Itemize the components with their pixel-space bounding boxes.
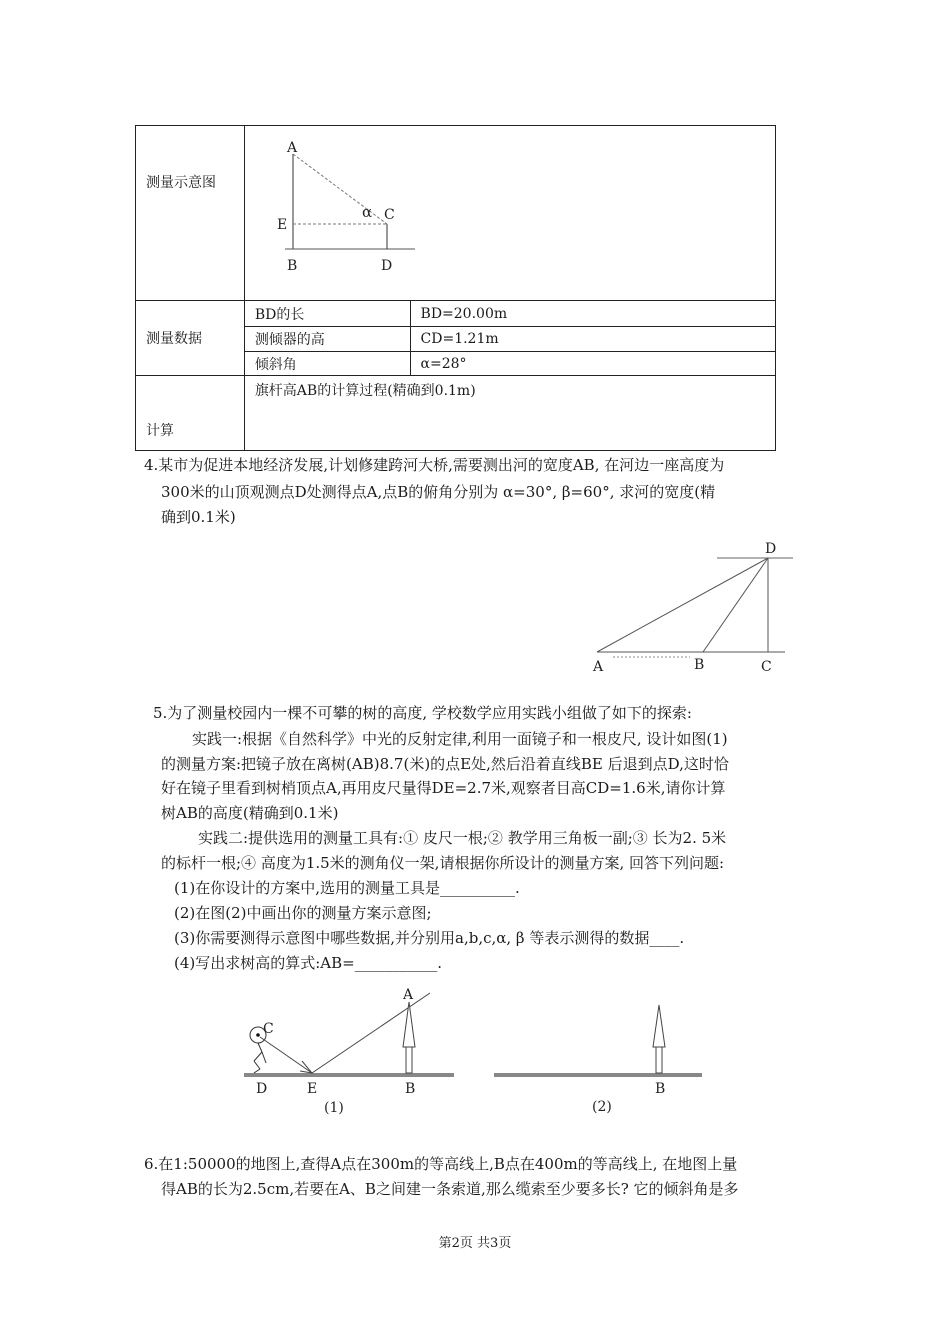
- label-A: A: [593, 659, 604, 675]
- data-value-cell: CD=1.21m: [410, 327, 775, 352]
- data-name-cell: 测倾器的高: [244, 327, 410, 352]
- measurement-table: [135, 125, 776, 451]
- q6-line-1: 6.在1:50000的地图上,查得A点在300m的等高线上,B点在400m的等高线上, 在地图上量: [144, 1155, 738, 1173]
- label-B: B: [694, 657, 705, 673]
- q5-line-4: 好在镜子里看到树梢顶点A,再用皮尺量得DE=2.7米,观察者目高CD=1.6米,请你计算: [161, 779, 726, 797]
- calc-row-label: 计算: [136, 376, 245, 451]
- caption-2: (2): [592, 1099, 612, 1115]
- river-diagram: [585, 540, 815, 680]
- mirror-diagram: [240, 985, 465, 1125]
- observer-eye: [256, 1033, 260, 1037]
- label-A: A: [403, 987, 414, 1003]
- q5-line-8: (1)在你设计的方案中,选用的测量工具是__________.: [174, 879, 520, 897]
- q5-line-6: 实践二:提供选用的测量工具有:① 皮尺一根;② 教学用三角板一副;③ 长为2. 5米: [198, 829, 727, 847]
- q4-line-3: 确到0.1米): [161, 508, 236, 526]
- label-B: B: [405, 1081, 416, 1097]
- label-C: C: [263, 1021, 274, 1037]
- observer-body: [258, 1043, 262, 1052]
- label-B: B: [655, 1081, 666, 1097]
- line-DB: [703, 558, 768, 652]
- diagram-row-label: 测量示意图: [136, 126, 245, 301]
- data-name-cell: BD的长: [244, 301, 410, 327]
- calc-cell: 旗杆高AB的计算过程(精确到0.1m): [244, 376, 775, 451]
- q6-line-2: 得AB的长为2.5cm,若要在A、B之间建一条索道,那么缆索至少要多长? 它的倾斜角是多: [161, 1180, 739, 1198]
- data-value-cell: α=28°: [410, 352, 775, 376]
- label-D: D: [256, 1081, 268, 1097]
- label-D: D: [765, 541, 777, 557]
- label-B: B: [286, 258, 298, 274]
- label-C: C: [761, 659, 772, 675]
- ground-strip: [494, 1073, 702, 1077]
- q5-line-3: 的测量方案:把镜子放在离树(AB)8.7(米)的点E处,然后沿着直线BE 后退到点D,这时恰: [161, 755, 729, 773]
- q5-line-1: 5.为了测量校园内一棵不可攀的树的高度, 学校数学应用实践小组做了如下的探索:: [153, 704, 692, 722]
- q5-line-2: 实践一:根据《自然科学》中光的反射定律,利用一面镜子和一根皮尺, 设计如图(1): [192, 730, 728, 748]
- ground-strip: [244, 1073, 454, 1077]
- page-footer: 第2页 共3页: [438, 1236, 512, 1251]
- q4-line-1: 4.某市为促进本地经济发展,计划修建跨河大桥,需要测出河的宽度AB, 在河边一座高度为: [144, 456, 725, 474]
- label-C: C: [383, 207, 395, 223]
- label-D: D: [380, 258, 393, 274]
- q5-line-11: (4)写出求树高的算式:AB=___________.: [174, 954, 442, 972]
- ray-CE: [260, 1037, 312, 1073]
- flagpole-diagram: [265, 136, 435, 296]
- blank-tree-diagram: [490, 985, 705, 1125]
- label-E: E: [307, 1081, 318, 1097]
- sight-line: [293, 154, 387, 224]
- data-row-label: 测量数据: [136, 301, 245, 376]
- label-A: A: [286, 140, 297, 156]
- q5-line-10: (3)你需要测得示意图中哪些数据,并分别用a,b,c,α, β 等表示测得的数据____.: [174, 929, 685, 947]
- q4-line-2: 300米的山顶观测点D处测得点A,点B的俯角分别为 α=30°, β=60°, 求河的宽度(精: [161, 483, 716, 501]
- tree-top: [403, 1002, 415, 1047]
- tree-top: [653, 1005, 665, 1047]
- line-DA: [597, 558, 768, 652]
- q5-line-5: 树AB的高度(精确到0.1米): [161, 804, 339, 822]
- label-E: E: [276, 217, 288, 233]
- diagram-cell: [244, 126, 775, 301]
- q5-line-9: (2)在图(2)中画出你的测量方案示意图;: [174, 904, 432, 922]
- caption-1: (1): [324, 1100, 344, 1116]
- data-name-cell: 倾斜角: [244, 352, 410, 376]
- label-alpha: α: [361, 203, 372, 221]
- data-value-cell: BD=20.00m: [410, 301, 775, 327]
- q5-line-7: 的标杆一根;④ 高度为1.5米的测角仪一架,请根据你所设计的测量方案, 回答下列问题:: [161, 854, 725, 872]
- arrow-head: [300, 1061, 312, 1073]
